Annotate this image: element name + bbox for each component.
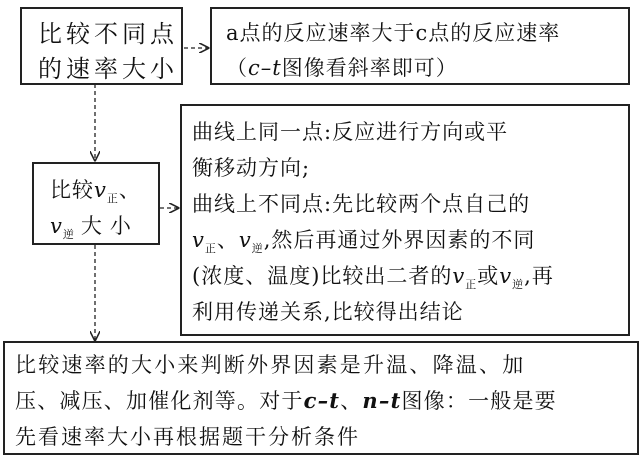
box5-line3: 先看速率大小再根据题干分析条件 bbox=[15, 425, 360, 449]
box4-line3: 曲线上不同点:先比较两个点自己的 bbox=[192, 192, 531, 216]
box4-line2: 衡移动方向; bbox=[192, 156, 311, 180]
box2-line2: （c–t图像看斜率即可） bbox=[226, 56, 458, 80]
box5-line1: 比较速率的大小来判断外界因素是升温、降温、加 bbox=[15, 353, 526, 377]
box-external-factors-summary bbox=[3, 341, 639, 455]
box4-line6: 利用传递关系,比较得出结论 bbox=[192, 300, 464, 324]
box5-line2: 压、减压、加催化剂等。对于c–t、n–t图像：一般是要 bbox=[15, 388, 557, 413]
box4-line5: (浓度、温度)比较出二者的$v_正$或$v_逆$,再 bbox=[192, 264, 554, 292]
box2-var: c–t bbox=[248, 56, 282, 80]
box-curve-point-analysis bbox=[180, 104, 630, 336]
box-compare-different-points bbox=[20, 7, 183, 85]
box4-line4: $v_正$、$v_逆$,然后再通过外界因素的不同 bbox=[192, 228, 536, 256]
box3-line2: $v_逆$ 大小 bbox=[50, 214, 139, 242]
box1-line1: 比较不同点 bbox=[38, 20, 178, 48]
box-compare-v-forward-reverse bbox=[32, 162, 160, 245]
box2-line1: a点的反应速率大于c点的反应速率 bbox=[226, 21, 561, 45]
box4-line1: 曲线上同一点:反应进行方向或平 bbox=[192, 120, 509, 144]
box3-line1: 比较$v_正$、 bbox=[50, 178, 141, 206]
box-rate-comparison-result bbox=[210, 7, 630, 85]
box1-line2: 的速率大小 bbox=[38, 55, 178, 83]
